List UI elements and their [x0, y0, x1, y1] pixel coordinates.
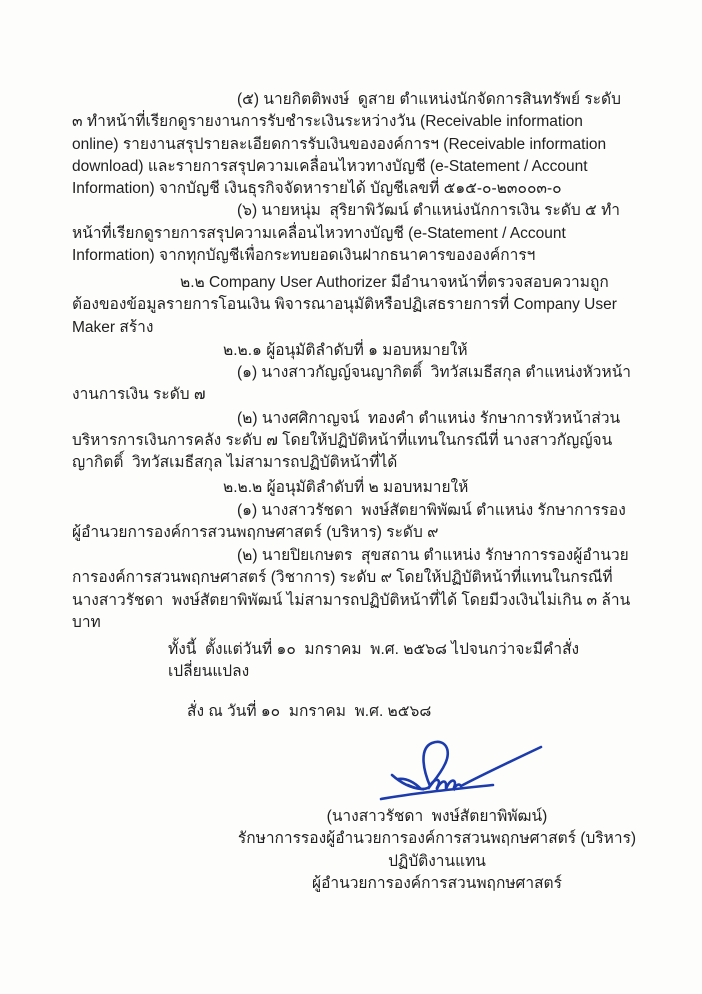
- paragraph-approver2-person1: (๑) นางสาวรัชดา พงษ์สัตยาพิพัฒน์ ตำแหน่ง รักษาการรองผู้อำนวยการองค์การสวนพฤกษศาสตร์ (บริหาร) ระดับ ๙: [72, 501, 626, 541]
- paragraph-approver1-person1: (๑) นางสาวกัญญ์จนญากิตติ์ วิทวัสเมธีสกุล ตำแหน่งหัวหน้างานการเงิน ระดับ ๗: [72, 364, 632, 404]
- signature-block: [227, 736, 647, 896]
- effective-date-line: ทั้งนี้ ตั้งแต่วันที่ ๑๐ มกราคม พ.ศ. ๒๕๖๘ ไปจนกว่าจะมีคำสั่งเปลี่ยนแปลง: [168, 641, 580, 681]
- paragraph-section-2-2-2: ๒.๒.๒ ผู้อนุมัติลำดับที่ ๒ มอบหมายให้: [223, 479, 469, 497]
- paragraph-section-2-2: ๒.๒ Company User Authorizer มีอำนาจหน้าที่ตรวจสอบความถูกต้องของข้อมูลรายการโอนเงิน พิจารณาอนุมัติหรือปฏิเสธรายการที่ Company User Maker สร้าง: [72, 274, 622, 336]
- signer-name: (นางสาวรัชดา พงษ์สัตยาพิพัฒน์): [326, 807, 548, 825]
- signer-title-line1: รักษาการรองผู้อำนวยการองค์การสวนพฤกษศาสตร์ (บริหาร) ปฏิบัติงานแทน: [237, 830, 641, 870]
- paragraph-approver1-person2: (๒) นางศศิกาญจน์ ทองคำ ตำแหน่ง รักษาการหัวหน้าส่วนบริหารการเงินการคลัง ระดับ ๗ โดยให้ปฏิบัติหน้าที่แทนในกรณีที่ นางสาวกัญญ์จนญากิตติ์ วิทวัสเมธีสกุล ไม่สามารถปฏิบัติหน้าที่ได้: [72, 409, 621, 471]
- paragraph-section-2-2-1: ๒.๒.๑ ผู้อนุมัติลำดับที่ ๑ มอบหมายให้: [223, 341, 468, 359]
- paragraph-item-5: (๕) นายกิตติพงษ์ ดูสาย ตำแหน่งนักจัดการสินทรัพย์ ระดับ ๓ ทำหน้าที่เรียกดูรายงานการรับชำระเงินระหว่างวัน (Receivable information online) รายงานสรุปรายละเอียดการรับเงินขององค์การฯ (Receivable information download) และรายการสรุปความเคลื่อนไหวทางบัญชี (e-Statement / Account Information) จากบัญชี เงินธุรกิจจัดหารายได้ บัญชีเลขที่ ๕๑๕-๐-๒๓๐๐๓-๐: [72, 91, 626, 197]
- signature-ink-icon: [375, 736, 550, 804]
- paragraph-approver2-person2: (๒) นายปิยเกษตร สุขสถาน ตำแหน่ง รักษาการรองผู้อำนวยการองค์การสวนพฤกษศาสตร์ (วิชาการ) ระดับ ๙ โดยให้ปฏิบัติหน้าที่แทนในกรณีที่ นางสาวรัชดา พงษ์สัตยาพิพัฒน์ ไม่สามารถปฏิบัติหน้าที่ได้ โดยมีวงเงินไม่เกิน ๓ ล้านบาท: [72, 547, 631, 631]
- signer-title-line2: ผู้อำนวยการองค์การสวนพฤกษศาสตร์: [312, 875, 562, 893]
- paragraph-item-6: (๖) นายหนุ่ม สุริยาพิวัฒน์ ตำแหน่งนักการเงิน ระดับ ๕ ทำหน้าที่เรียกดูรายการสรุปความเคลื่อนไหวทางบัญชี (e-Statement / Account Information) จากทุกบัญชีเพื่อกระทบยอดเงินฝากธนาคารขององค์การฯ: [72, 202, 621, 264]
- order-date-line: สั่ง ณ วันที่ ๑๐ มกราคม พ.ศ. ๒๕๖๘: [187, 702, 432, 720]
